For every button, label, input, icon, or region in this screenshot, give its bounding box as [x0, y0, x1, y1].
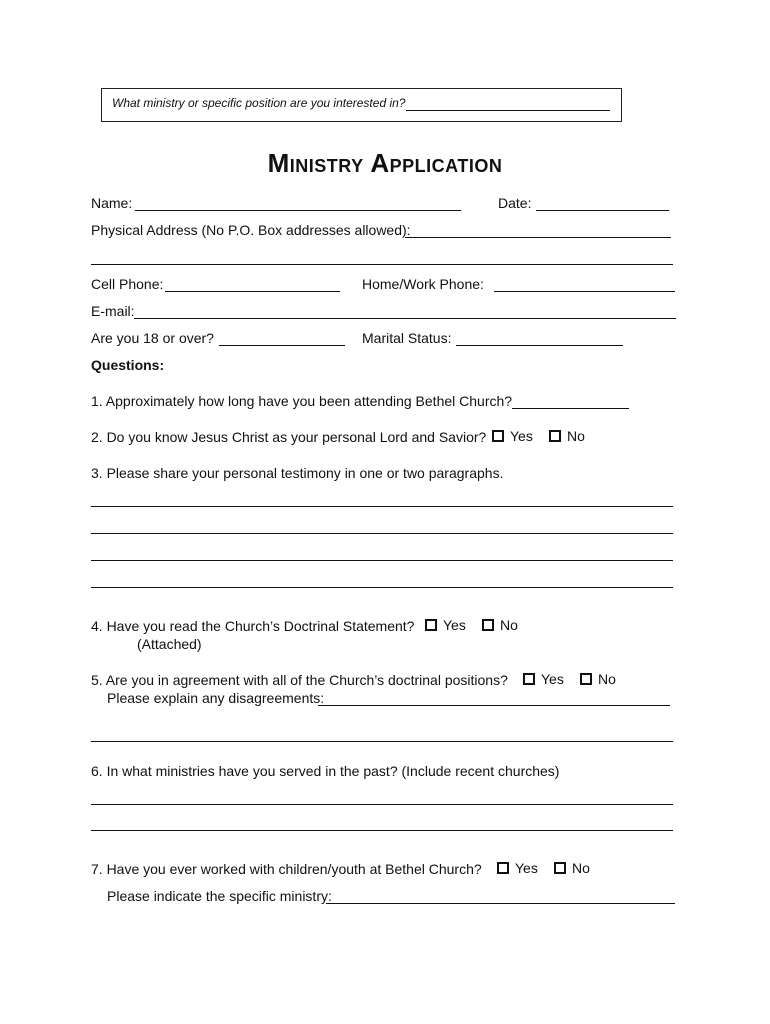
address-label: Physical Address (No P.O. Box addresses allowed):	[91, 222, 411, 238]
q3-answer-line-4[interactable]	[91, 587, 673, 588]
q4-note: (Attached)	[137, 636, 202, 652]
q5-no-checkbox[interactable]: No	[580, 671, 616, 687]
questions-heading: Questions:	[91, 357, 165, 373]
checkbox-icon	[497, 862, 509, 874]
checkbox-icon	[549, 430, 561, 442]
home-phone-label: Home/Work Phone:	[362, 276, 484, 292]
question-5: 5. Are you in agreement with all of the Church’s doctrinal positions?	[91, 672, 508, 688]
q7-yes-checkbox[interactable]: Yes	[497, 860, 538, 876]
q7-answer-field[interactable]	[326, 903, 675, 904]
home-phone-field[interactable]	[494, 291, 675, 292]
q5-sub-label: Please explain any disagreements:	[107, 690, 325, 706]
email-field[interactable]	[134, 318, 676, 319]
q2-no-checkbox[interactable]: No	[549, 428, 585, 444]
q4-yes-checkbox[interactable]: Yes	[425, 617, 466, 633]
marital-label: Marital Status:	[362, 330, 452, 346]
q1-answer-field[interactable]	[512, 408, 629, 409]
q3-answer-line-3[interactable]	[91, 560, 673, 561]
q3-answer-line-1[interactable]	[91, 506, 673, 507]
q7-sub-label: Please indicate the specific ministry:	[107, 888, 332, 904]
question-6: 6. In what ministries have you served in the past? (Include recent churches)	[91, 763, 560, 779]
marital-field[interactable]	[456, 345, 623, 346]
q5-answer-line-2[interactable]	[91, 741, 673, 742]
q6-answer-line-2[interactable]	[91, 830, 673, 831]
address-field-line2[interactable]	[91, 264, 673, 265]
q5-answer-field[interactable]	[318, 705, 670, 706]
date-field[interactable]	[536, 210, 669, 211]
question-2: 2. Do you know Jesus Christ as your personal Lord and Savior?	[91, 429, 487, 445]
age-field[interactable]	[219, 345, 345, 346]
q7-no-checkbox[interactable]: No	[554, 860, 590, 876]
checkbox-icon	[425, 619, 437, 631]
email-label: E-mail:	[91, 303, 135, 319]
question-3: 3. Please share your personal testimony in one or two paragraphs.	[91, 465, 504, 481]
q6-answer-line-1[interactable]	[91, 804, 673, 805]
q2-yes-checkbox[interactable]: Yes	[492, 428, 533, 444]
question-1: 1. Approximately how long have you been attending Bethel Church?	[91, 393, 513, 409]
interest-field[interactable]	[406, 110, 610, 111]
address-field[interactable]	[405, 237, 671, 238]
page-title: Ministry Application	[267, 148, 503, 178]
q5-yes-checkbox[interactable]: Yes	[523, 671, 564, 687]
checkbox-icon	[523, 673, 535, 685]
checkbox-icon	[580, 673, 592, 685]
checkbox-icon	[492, 430, 504, 442]
question-7: 7. Have you ever worked with children/youth at Bethel Church?	[91, 861, 482, 877]
date-label: Date:	[498, 195, 532, 211]
checkbox-icon	[554, 862, 566, 874]
interest-box	[101, 88, 622, 122]
interest-label: What ministry or specific position are you interested in?	[112, 96, 406, 110]
age-label: Are you 18 or over?	[91, 330, 214, 346]
name-field[interactable]	[135, 210, 461, 211]
q4-no-checkbox[interactable]: No	[482, 617, 518, 633]
question-4: 4. Have you read the Church’s Doctrinal Statement?	[91, 618, 415, 634]
cell-phone-field[interactable]	[165, 291, 340, 292]
name-label: Name:	[91, 195, 133, 211]
cell-phone-label: Cell Phone:	[91, 276, 164, 292]
checkbox-icon	[482, 619, 494, 631]
q3-answer-line-2[interactable]	[91, 533, 673, 534]
